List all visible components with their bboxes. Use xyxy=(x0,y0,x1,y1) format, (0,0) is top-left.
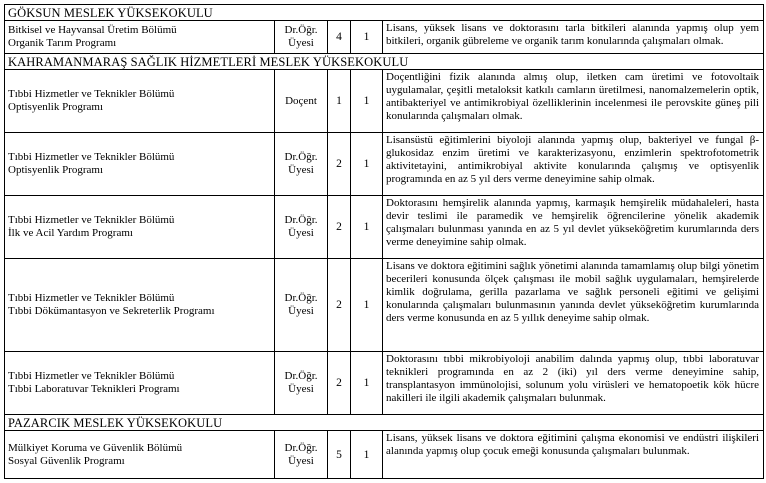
section-header-row xyxy=(5,415,764,431)
requirements-cell: Doktorasını tıbbi mikrobiyoloji anabilim dalında yapmış olup, tıbbi laboratuvar teknikleri programında en az 2 (iki) yıl ders verme deneyimine sahip, transplantasyon immünolojisi, solunum yolu virüsleri ve hematopoetik kök hücre nakilleri ile ilgili akademik çalışmaları bulunmak. xyxy=(383,352,764,415)
quota-cell: 1 xyxy=(351,70,383,133)
academic-title-line: Dr.Öğr. xyxy=(284,370,318,382)
department-program-line: Tıbbi Hizmetler ve Teknikler Bölümü xyxy=(8,214,175,226)
academic-title-line: Dr.Öğr. xyxy=(284,151,318,163)
academic-title-line: Üyesi xyxy=(288,454,314,467)
requirements-cell: Lisans ve doktora eğitimini sağlık yönetimi alanında tamamlamış olup bilgi yönetim becerileri konusunda ölçek çalışması ile mobil sağlık uygulamaları, hemşirelerde kimlik doğrulama, gerilla pazarlama ve sağlık personeli eğitimi ve gelişimi konularında çalışmaları bulunmasının yanında devlet yükseköğretim kurumlarında ders verme konusunda en az 5 yıllık deneyime sahip olmak. xyxy=(383,259,764,352)
department-program-cell xyxy=(5,133,275,196)
degree-count-cell: 5 xyxy=(328,431,351,479)
quota-cell: 1 xyxy=(351,21,383,54)
department-program-line: Tıbbi Dökümantasyon ve Sekreterlik Programı xyxy=(8,305,215,317)
department-program-cell xyxy=(5,70,275,133)
academic-title-cell xyxy=(275,196,328,259)
requirements-cell: Lisans, yüksek lisans ve doktora eğitimini çalışma ekonomisi ve endüstri ilişkileri alanında yapmış olup çocuk emeği konusunda çalışmaları bulunmak. xyxy=(383,431,764,479)
degree-count-cell: 2 xyxy=(328,133,351,196)
table-row xyxy=(5,431,764,479)
department-program-cell xyxy=(5,196,275,259)
table-row xyxy=(5,21,764,54)
department-program-line: Mülkiyet Koruma ve Güvenlik Bölümü xyxy=(8,441,183,454)
department-program-line: Tıbbi Hizmetler ve Teknikler Bölümü xyxy=(8,370,175,382)
degree-count-cell: 2 xyxy=(328,259,351,352)
department-program-cell xyxy=(5,21,275,54)
quota-cell: 1 xyxy=(351,352,383,415)
requirements-cell: Doktorasını hemşirelik alanında yapmış, karmaşık hemşirelik müdahaleleri, hasta devir teslimi ile paramedik ve hemşirelik öğrencilerine yönelik akademik çalışmaları bulunması yanında en az 5 yıl devlet yükseköğretim kurumlarında ders verme deneyimine sahip olmak. xyxy=(383,196,764,259)
quota-cell: 1 xyxy=(351,133,383,196)
degree-count-cell: 4 xyxy=(328,21,351,54)
table-row xyxy=(5,133,764,196)
department-program-line: Optisyenlik Programı xyxy=(8,101,104,113)
requirements-cell: Lisans, yüksek lisans ve doktorasını tarla bitkileri alanında yapmış olup yem bitkileri, organik gübreleme ve organik tarım konularında çalışmaları olmak. xyxy=(383,21,764,54)
quota-cell: 1 xyxy=(351,196,383,259)
section-header-row xyxy=(5,54,764,70)
academic-title-cell xyxy=(275,21,328,54)
staff-requirements-table xyxy=(4,4,764,479)
department-program-cell xyxy=(5,259,275,352)
academic-title-line: Dr.Öğr. xyxy=(284,292,318,304)
academic-title-line: Üyesi xyxy=(288,164,314,176)
degree-count-cell: 2 xyxy=(328,352,351,415)
degree-count-cell: 1 xyxy=(328,70,351,133)
department-program-line: Bitkisel ve Hayvansal Üretim Bölümü xyxy=(8,24,177,36)
department-program-cell xyxy=(5,431,275,479)
academic-title-cell xyxy=(275,70,328,133)
table-row xyxy=(5,259,764,352)
academic-title-cell xyxy=(275,259,328,352)
academic-title-cell xyxy=(275,352,328,415)
department-program-line: Tıbbi Hizmetler ve Teknikler Bölümü xyxy=(8,151,175,163)
academic-title-line: Üyesi xyxy=(288,305,314,317)
quota-cell: 1 xyxy=(351,259,383,352)
table-row xyxy=(5,196,764,259)
academic-title-line: Üyesi xyxy=(288,383,314,395)
academic-title-line: Üyesi xyxy=(288,227,314,239)
department-program-cell xyxy=(5,352,275,415)
department-program-line: Optisyenlik Programı xyxy=(8,164,104,176)
academic-title-line: Dr.Öğr. xyxy=(284,24,318,36)
section-header-row xyxy=(5,5,764,21)
requirements-cell: Doçentliğini fizik alanında almış olup, iletken cam üretimi ve fotovoltaik uygulamalar, çeşitli metaloksit katkılı camların üretilmesi, nanomalzemelerin optik, antibakteriyel ve antimikrobiyal özelliklerinin incelenmesi ile perovskite güneş pili konularında çalışmaları olmak. xyxy=(383,70,764,133)
requirements-cell: Lisansüstü eğitimlerini biyoloji alanında yapmış olup, bakteriyel ve fungal β-glukosidaz enzim üretimi ve karakterizasyonu, enzimlerin spektrofotometrik aktivitetayini, antimikrobiyal aktivite konularında çalışmış ve optisyenlik programında en az 5 yıl ders verme deneyimine sahip olmak. xyxy=(383,133,764,196)
section-title: PAZARCIK MESLEK YÜKSEKOKULU xyxy=(5,415,764,431)
degree-count-cell: 2 xyxy=(328,196,351,259)
academic-title-cell xyxy=(275,431,328,479)
quota-cell: 1 xyxy=(351,431,383,479)
table-row xyxy=(5,352,764,415)
academic-title-cell xyxy=(275,133,328,196)
academic-title-line: Dr.Öğr. xyxy=(284,441,318,454)
department-program-line: Sosyal Güvenlik Programı xyxy=(8,454,125,467)
department-program-line: Tıbbi Hizmetler ve Teknikler Bölümü xyxy=(8,88,175,100)
section-title: GÖKSUN MESLEK YÜKSEKOKULU xyxy=(5,5,764,21)
academic-title-line: Doçent xyxy=(285,94,317,107)
table-row xyxy=(5,70,764,133)
department-program-line: İlk ve Acil Yardım Programı xyxy=(8,227,133,239)
department-program-line: Organik Tarım Programı xyxy=(8,37,117,49)
academic-title-line: Üyesi xyxy=(288,37,314,49)
academic-title-line: Dr.Öğr. xyxy=(284,214,318,226)
department-program-line: Tıbbi Laboratuvar Teknikleri Programı xyxy=(8,383,180,395)
section-title: KAHRAMANMARAŞ SAĞLIK HİZMETLERİ MESLEK YÜKSEKOKULU xyxy=(5,54,764,70)
department-program-line: Tıbbi Hizmetler ve Teknikler Bölümü xyxy=(8,292,175,304)
